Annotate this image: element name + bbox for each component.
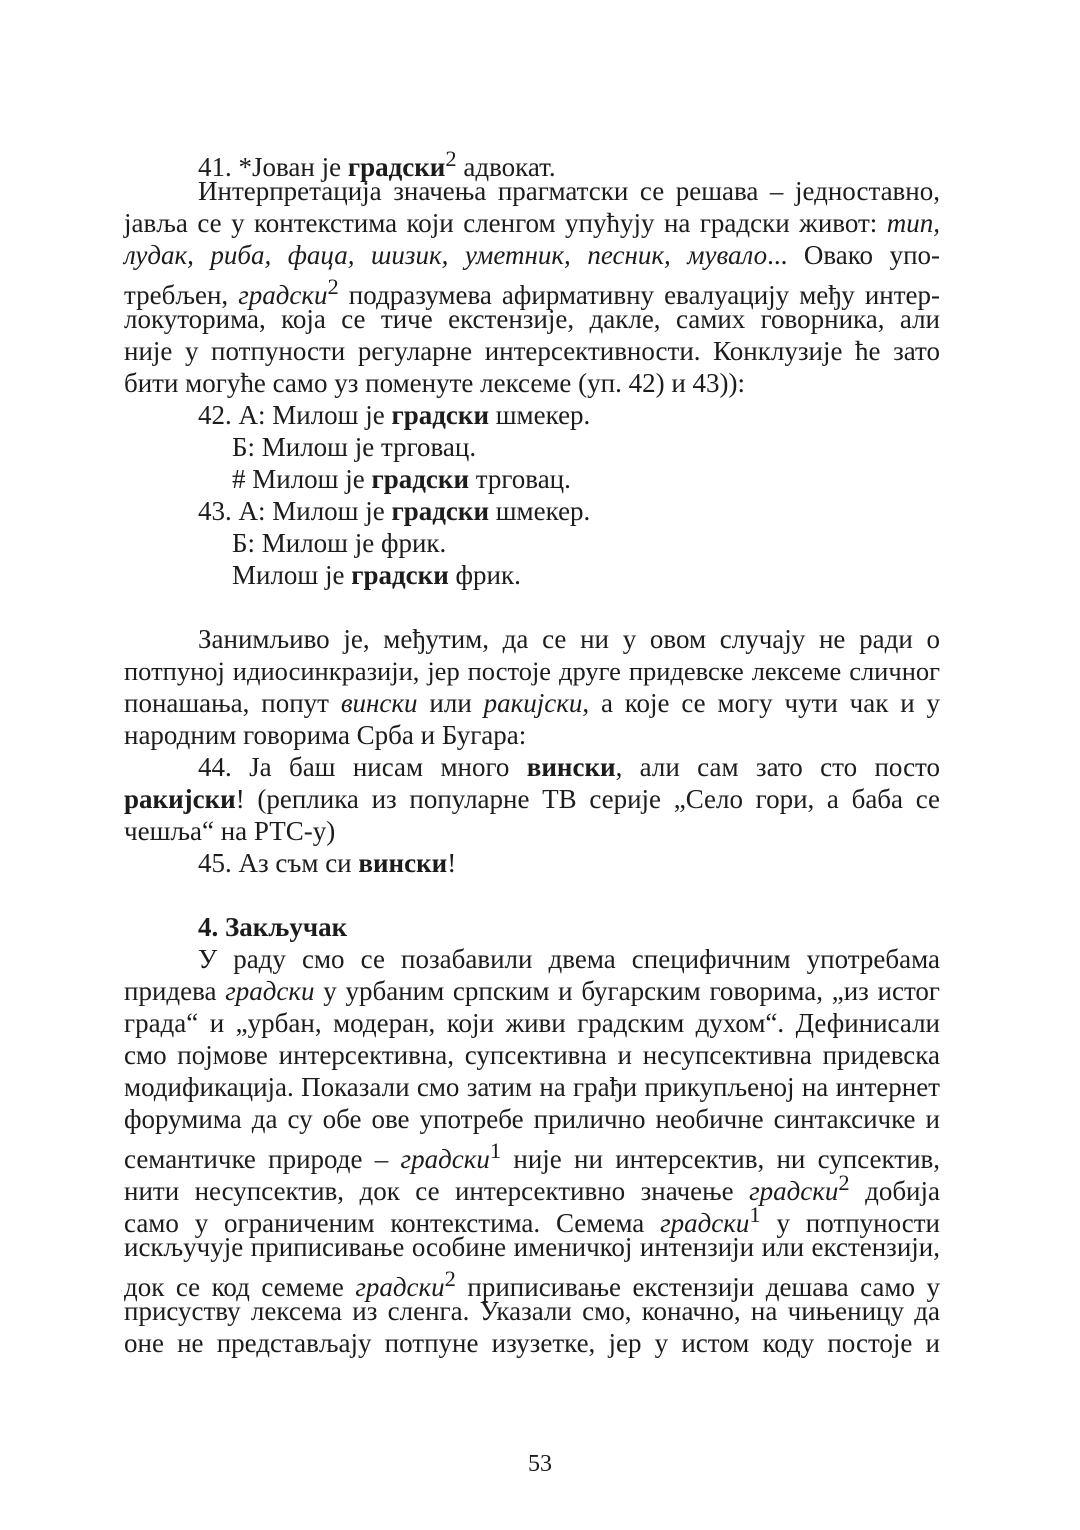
example-line: # Милош је градски трговац. — [232, 464, 571, 494]
text-line: модификација. Показали смо затим на грађи прикупљеној на интернет — [124, 1072, 940, 1102]
blank-line — [124, 591, 940, 623]
text-line: потпуној идиосинкразији, јер постоје друге придевске лексеме сличног — [124, 656, 940, 686]
example-line: 43. А: Милош је градски шмекер. — [198, 496, 591, 526]
text-line: града“ и „урбан, модеран, који живи градским духом“. Дефинисали — [124, 1008, 940, 1038]
text-line: понашања, попут вински или ракијски, а које се могу чути чак и у — [124, 688, 940, 718]
page-number: 53 — [528, 1451, 552, 1477]
example-line: Б: Милош је фрик. — [232, 528, 447, 558]
text-line: требљен, градски$^2$ подразумева афирмативну евалуацију међу интер- — [124, 274, 941, 310]
text-line: придева градски у урбаним српским и бугарским говорима, „из истог — [124, 976, 940, 1006]
section-heading: 4. Закључак — [198, 912, 348, 942]
text-line: бити могуће само уз поменуте лексеме (уп. 42) и 43)): — [124, 368, 745, 398]
example-line: ракијски! (реплика из популарне ТВ серије „Село гори, а баба се — [124, 784, 940, 814]
text-line: Занимљиво је, међутим, да се ни у овом случају не ради о — [198, 624, 940, 654]
paragraph-conclusion — [124, 943, 940, 1359]
text-line: народним говорима Срба и Бугара: — [124, 720, 527, 750]
emphasis: градски — [347, 152, 446, 182]
text-line: јавља се у контекстима који сленгом упућују на градски живот: тип, — [124, 208, 941, 238]
paragraph-interpretation — [124, 175, 940, 399]
example-41: 41. *Јован је градски$^2$ адвокат. — [198, 146, 556, 182]
text-line: док се код семеме градски$^2$ приписивање екстензији дешава само у — [124, 1266, 941, 1302]
text-line: семантичке природе – градски$^1$ није ни интерсектив, ни супсектив, — [124, 1138, 941, 1174]
example-42 — [124, 399, 940, 495]
example-44 — [124, 751, 940, 847]
text-line: присуству лексема из сленга. Указали смо, коначно, на чињеницу да — [124, 1296, 940, 1326]
page-body — [124, 143, 940, 1359]
example-45: 45. Аз съм си вински! — [198, 848, 457, 878]
text-line: само у ограниченим контекстима. Семема градски$^1$ у потпуности — [124, 1202, 941, 1238]
text-line: локуторима, која се тиче екстензије, дакле, самих говорника, али — [124, 304, 940, 334]
example-line: Милош је градски фрик. — [232, 560, 521, 590]
text-line: искључује приписивање особине именичкој интензији или екстензији, — [124, 1232, 940, 1262]
paragraph-idiosyncrasy — [124, 623, 940, 751]
example-line: Б: Милош је трговац. — [232, 432, 477, 462]
text-line: није у потпуности регуларне интерсективности. Конклузије ће зато — [124, 336, 940, 366]
text-line: оне не представљају потпуне изузетке, јер у истом коду постоје и — [124, 1328, 940, 1358]
text-line: У раду смо се позабавили двема специфичним употребама — [198, 944, 940, 974]
example-line: 42. А: Милош је градски шмекер. — [198, 400, 591, 430]
text-line: смо појмове интерсективна, супсективна и несупсективна придевска — [124, 1040, 940, 1070]
text-line: нити несупсектив, док се интерсективно значење градски$^2$ добија — [124, 1170, 940, 1206]
example-43 — [124, 495, 940, 591]
blank-line — [124, 879, 940, 911]
example-line: чешља“ на РТС-у) — [124, 816, 336, 846]
text-line: Интерпретација значења прагматски се решава – једноставно, — [198, 176, 940, 206]
example-line: 44. Ја баш нисам много вински, али сам зато сто посто — [198, 752, 940, 782]
text-line: лудак, риба, фаца, шизик, уметник, песник, мувало... Овако упо- — [124, 240, 941, 270]
text-line: форумима да су обе ове употребе прилично необичне синтаксичке и — [124, 1104, 940, 1134]
